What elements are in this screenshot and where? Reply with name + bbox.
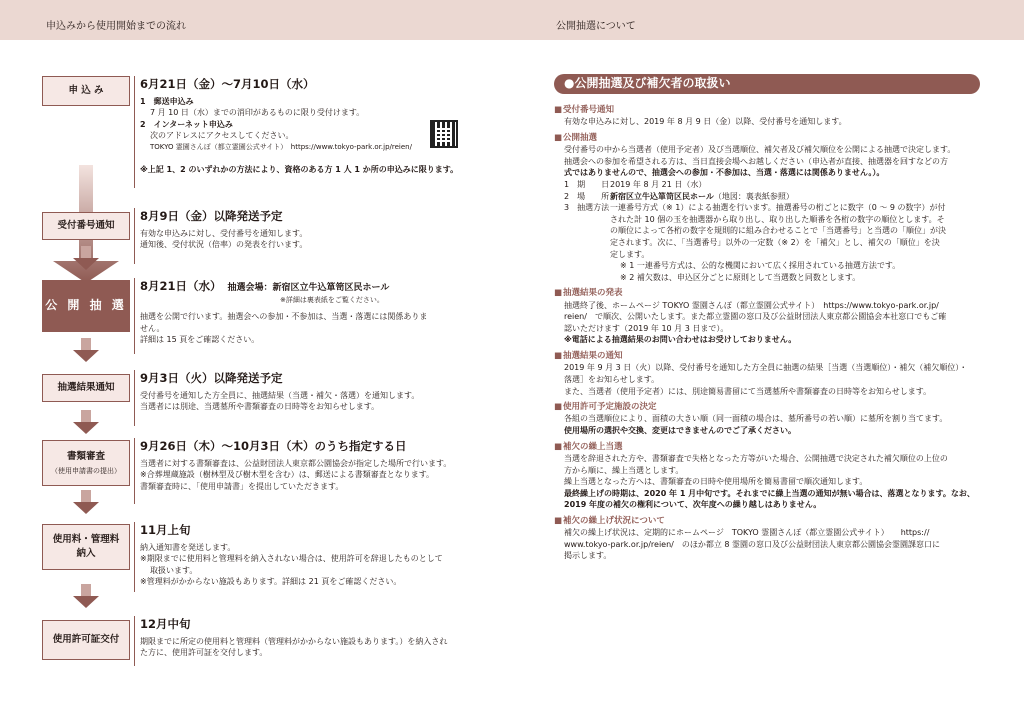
- lottery-place-row: [554, 191, 982, 203]
- divider: [134, 76, 135, 188]
- row-value: 新宿区立牛込箪笥区民ホール: [610, 191, 714, 201]
- stage-line: 取扱います。: [150, 565, 198, 575]
- stage-line: 期限までに所定の使用料と管理料（管理料がかからない施設もあります。）を納入され: [140, 636, 448, 646]
- paragraph: 繰上当選となった方へは、書類審査の日時や使用場所を簡易書留で順次通知します。: [564, 477, 868, 487]
- stage-date: 9月3日（火）以降発送予定: [140, 371, 283, 385]
- item-mail: 1 郵送申込み: [140, 96, 194, 106]
- stage-line: 当選者に対する書類審査は、公益財団法人東京都公園協会が指定した場所で行います。: [140, 458, 452, 468]
- stage-date: 11月上旬: [140, 523, 191, 537]
- flow-arrow: [73, 490, 99, 514]
- heading-number-notice: ■ 受付番号通知: [554, 104, 982, 116]
- divider: [134, 616, 135, 666]
- stage-label-result-notice: 抽選結果通知: [42, 374, 130, 402]
- divider: [134, 278, 135, 354]
- paragraph: 2019 年 9 月 3 日（火）以降、受付番号を通知した方全員に抽選の結果［当選（当選順位）・補欠（補欠順位）・: [564, 363, 968, 373]
- stage-label-public-lottery: 公 開 抽 選: [42, 280, 130, 332]
- flow-arrow: [73, 410, 99, 434]
- paragraph: 抽選終了後、ホームページ TOKYO 霊園さんぽ（都立霊園公式サイト） https://www.tokyo-park.or.jp/: [564, 300, 939, 310]
- paragraph: 当選を辞退された方や、書類審査で失格となった方等がいた場合、公開抽選で決定された補欠順位の上位の: [564, 453, 948, 463]
- lottery-venue: 抽選会場：新宿区立牛込箪笥区民ホール: [227, 283, 390, 293]
- lottery-date-row: [554, 179, 982, 191]
- row-value: [610, 202, 946, 283]
- lottery-method-row: [554, 202, 982, 283]
- row-key: 1 期 日: [564, 180, 610, 189]
- stage-line: 通知後、受付状況（倍率）の発表を行います。: [140, 240, 308, 250]
- heading-result-notice: ■ 抽選結果の通知: [554, 350, 982, 362]
- qr-code-icon: [430, 120, 458, 148]
- divider: [134, 208, 135, 264]
- left-page-title: 申込みから使用開始までの流れ: [46, 21, 186, 32]
- flow-arrow: [73, 338, 99, 362]
- stage-line: 詳細は 15 頁をご確認ください。: [140, 335, 260, 345]
- stage-line: 当選者には別途、当選墓所や書類審査の日時等をお知らせします。: [140, 402, 380, 412]
- item-internet: 2 インターネット申込み: [140, 119, 233, 129]
- method-note: ※ 1 一連番号方式は、公的な機関において広く採用されている抽選方法です。: [620, 261, 901, 271]
- stage-label-application: 申 込 み: [42, 76, 130, 106]
- stage-line: ※管理料がかからない施設もあります。詳細は 21 頁をご確認ください。: [140, 577, 402, 587]
- stage-line: た方に、使用許可証を交付します。: [140, 648, 268, 658]
- divider: [134, 438, 135, 504]
- divider: [134, 522, 135, 592]
- method-line: 一連番号方式（※ 1）による抽選を行います。抽選番号の桁ごとに数字（0 ～ 9 の数字）が付: [610, 203, 946, 213]
- stage-content-public-lottery: [140, 278, 502, 346]
- stage-line: 抽選を公開で行います。抽選会への参加・不参加は、当選・落選には関係ありま: [140, 312, 428, 322]
- paragraph: www.tokyo-park.or.jp/reien/ のほか都立 8 霊園の窓口及び公益財団法人東京都公園協会霊園課窓口に: [564, 539, 941, 549]
- venue-note: ※詳細は裏表紙をご覧ください。: [280, 296, 384, 305]
- stage-date: 6月21日（金）～7月10日（水）: [140, 77, 315, 91]
- heading-facility-decision: ■ 使用許可予定施設の決定: [554, 401, 982, 413]
- stage-label-document-review: [42, 440, 130, 486]
- stage-date: 8月9日（金）以降発送予定: [140, 209, 283, 223]
- paragraph: 受付番号の中から当選者（使用予定者）及び当選順位、補欠者及び補欠順位を公開による抽選で決定します。: [564, 145, 956, 155]
- paragraph: 最終繰上げの時期は、2020 年 1 月中旬です。それまでに繰上当選の通知が無い場合は、落選となります。なお、: [564, 488, 975, 498]
- stage-note: ※上記 1、2 のいずれかの方法により、資格のある方 1 人 1 か所の申込みに限ります。: [140, 165, 459, 175]
- method-note: ※ 2 補欠数は、申込区分ごとに原則として当選数と同数とします。: [620, 272, 861, 282]
- stage-date: 9月26日（木）～10月3日（木）のうち指定する日: [140, 439, 407, 453]
- paragraph: 方から順に、繰上当選とします。: [564, 465, 684, 475]
- paragraph: 各組の当選順位により、面積の大きい順（同一面積の場合は、墓所番号の若い順）に墓所を割り当てます。: [564, 414, 948, 424]
- item-internet-url: TOKYO 霊園さんぽ（都立霊園公式サイト） https://www.tokyo-park.or.jp/reien/: [150, 143, 412, 152]
- stage-line: ※合葬埋蔵施設（樹林型及び樹木型を含む）は、郵送による書類審査となります。: [140, 470, 435, 480]
- stage-label-text: 納入: [76, 548, 96, 559]
- stage-content-application: [140, 76, 502, 176]
- stage-content-fee-payment: [140, 522, 502, 588]
- stage-label-text: 使用料・管理料: [52, 534, 120, 546]
- stage-label-text: 書類審査: [66, 451, 105, 463]
- method-line: の順位によって各桁の数字を規則的に組み合わせることで「当選番号」と当選の「順位」が決: [610, 226, 946, 236]
- stage-sublabel: （使用申請書の提出）: [51, 466, 121, 475]
- paragraph: また、当選者（使用予定者）には、別途簡易書留にて当選墓所や書類審査の日時等をお知らせします。: [564, 386, 932, 396]
- paragraph: 抽選会への参加を希望される方は、当日直接会場へお越しください（申込者が直接、抽選器を回すなどの方: [564, 156, 948, 166]
- paragraph: 認いただけます（2019 年 10 月 3 日まで）。: [564, 323, 729, 333]
- paragraph: 式ではありませんので、抽選会への参加・不参加は、当選・落選には関係ありません。）。: [564, 168, 885, 178]
- stage-content-permit-issue: [140, 616, 502, 659]
- stage-date: 12月中旬: [140, 617, 191, 631]
- paragraph: 有効な申込みに対し、2019 年 8 月 9 日（金）以降、受付番号を通知します。: [564, 117, 847, 127]
- stage-label-permit-issue: 使用許可証交付: [42, 620, 130, 660]
- heading-result-announce: ■ 抽選結果の発表: [554, 287, 982, 299]
- method-line: された計 10 個の玉を抽選器から取り出し、取り出した順番を各桁の数字の順位とします。そ: [610, 214, 945, 224]
- flow-arrow: [73, 246, 99, 270]
- stage-label-fee-payment: [42, 524, 130, 570]
- stage-content-number-notice: [140, 208, 502, 251]
- row-value: 2019 年 8 月 21 日（水）: [610, 180, 707, 189]
- item-mail-desc: 7 月 10 日（水）までの消印があるものに限り受付けます。: [150, 108, 365, 118]
- method-line: 定されます。次に、「当選番号」以外の一定数（※ 2）を「補欠」とし、補欠の「順位」を決: [610, 237, 940, 247]
- paragraph: reien/ で順次、公開いたします。また都立霊園の窓口及び公益財団法人東京都公園協会本社窓口でもご確: [564, 312, 947, 322]
- stage-date: 8月21日（水）: [140, 279, 222, 293]
- section-banner: ●公開抽選及び補欠者の取扱い: [554, 74, 980, 94]
- paragraph: ※電話による抽選結果のお問い合わせはお受けしておりません。: [564, 335, 797, 345]
- paragraph: 補欠の繰上げ状況は、定期的にホームページ TOKYO 霊園さんぽ（都立霊園公式サイト） https://: [564, 528, 930, 538]
- heading-promotion-status: ■ 補欠の繰上げ状況について: [554, 515, 982, 527]
- lottery-details: [554, 74, 982, 562]
- item-internet-desc: 次のアドレスにアクセスしてください。: [150, 131, 294, 141]
- stage-content-result-notice: [140, 370, 502, 413]
- stage-line: 書類審査時に、「使用申請書」を提出していただきます。: [140, 481, 344, 491]
- stage-line: せん。: [140, 323, 165, 333]
- row-key: 2 場 所: [564, 191, 610, 201]
- row-value-note: （地図：裏表紙参照）: [713, 191, 794, 201]
- stage-line: 納入通知書を発送します。: [140, 542, 236, 552]
- paragraph: 落選］をお知らせします。: [564, 374, 660, 384]
- right-page-title: 公開抽選について: [556, 21, 636, 32]
- stage-label-number-notice: 受付番号通知: [42, 212, 130, 240]
- row-key: 3 抽選方法: [564, 203, 610, 213]
- stage-line: ※期限までに使用料と管理料を納入されない場合は、使用許可を辞退したものとして: [140, 554, 443, 564]
- heading-public-lottery: ■ 公開抽選: [554, 132, 982, 144]
- paragraph: 掲示します。: [564, 551, 612, 561]
- flow-arrow: [73, 584, 99, 608]
- heading-substitute-promotion: ■ 補欠の繰上当選: [554, 441, 982, 453]
- paragraph: 2019 年度の補欠の権利について、次年度への繰り越しはありません。: [564, 500, 822, 510]
- stage-content-document-review: [140, 438, 502, 492]
- stage-line: 有効な申込みに対し、受付番号を通知します。: [140, 228, 308, 238]
- paragraph: 使用場所の選択や交換、変更はできませんのでご了承ください。: [564, 426, 796, 436]
- divider: [134, 370, 135, 426]
- stage-line: 受付番号を通知した方全員に、抽選結果（当選・補欠・落選）を通知します。: [140, 390, 420, 400]
- method-line: 定します。: [610, 249, 650, 259]
